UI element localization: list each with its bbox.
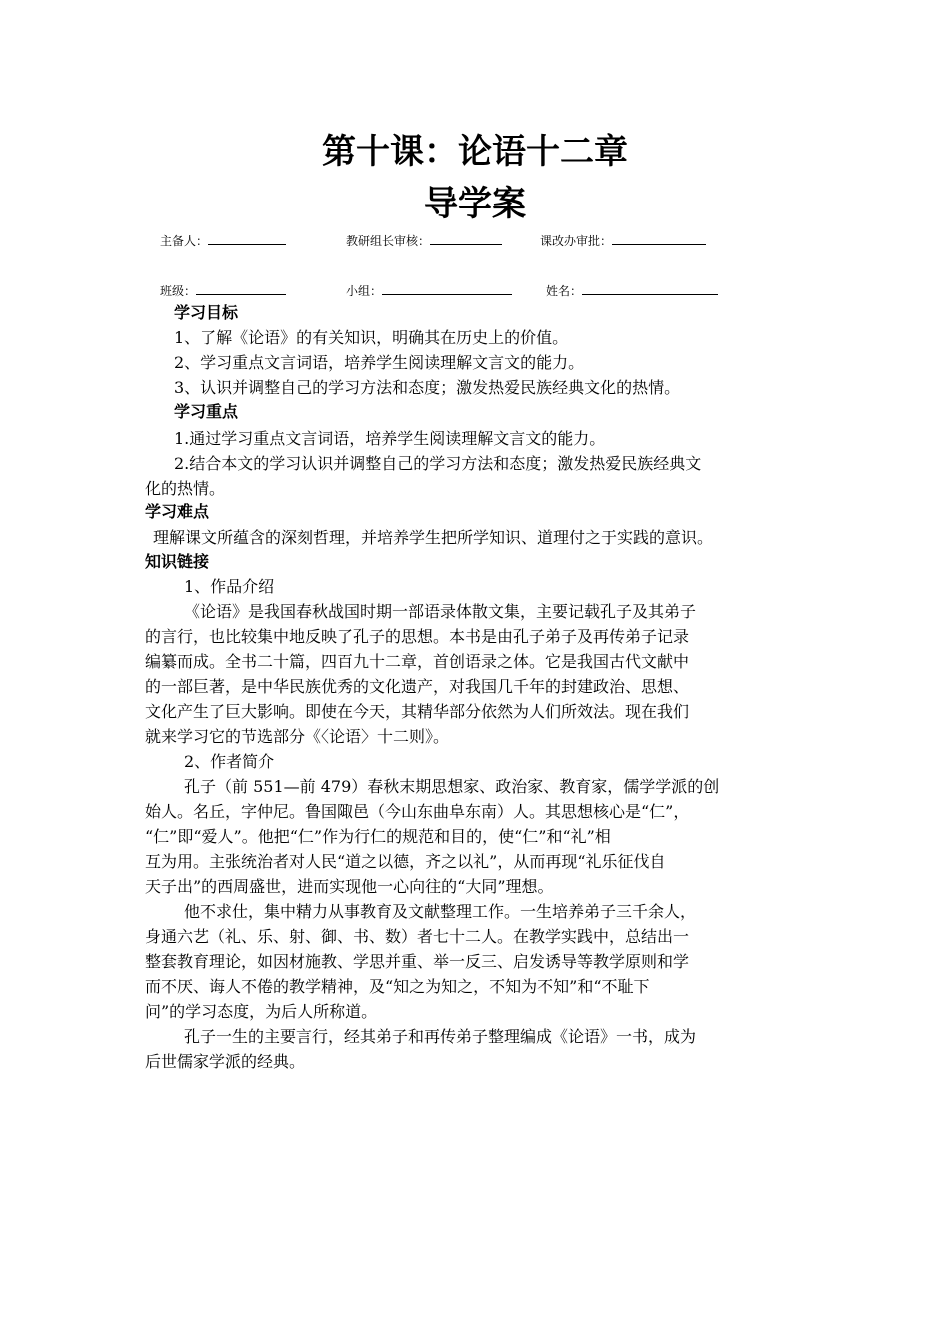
key-point-item: 2.结合本文的学习认识并调整自己的学习方法和态度；激发热爱民族经典文 [174,454,702,473]
work-intro-line: 《论语》是我国春秋战国时期一部语录体散文集，主要记载孔子及其弟子 [184,602,697,621]
author-intro-line: 问”的学习态度，为后人所称道。 [145,1002,378,1021]
class-blank [196,281,286,295]
author-intro-line: 天子出”的西周盛世，进而实现他一心向往的“大同”理想。 [145,877,554,896]
preparer-label: 主备人： [160,234,209,248]
reviewer-blank [430,231,502,245]
work-intro-line: 的一部巨著，是中华民族优秀的文化遗产，对我国几千年的封建政治、思想、 [145,677,690,696]
goals-heading: 学习目标 [174,303,239,322]
goal-item: 1、了解《论语》的有关知识，明确其在历史上的价值。 [174,328,569,347]
work-intro-line: 文化产生了巨大影响。即使在今天，其精华部分依然为人们所效法。现在我们 [145,702,690,721]
work-intro-line: 的言行，也比较集中地反映了孔子的思想。本书是由孔子弟子及再传弟子记录 [145,627,690,646]
author-intro-line: 孔子（前 551—前 479）春秋末期思想家、政治家、教育家，儒学学派的创 [184,777,720,796]
preparer-blank [208,231,286,245]
author-intro-line: 而不厌、诲人不倦的教学精神，及“知之为知之，不知为不知”和“不耻下 [145,977,650,996]
work-intro-line: 就来学习它的节选部分《〈论语〉十二则》。 [145,727,450,746]
author-intro-line: 后世儒家学派的经典。 [145,1052,306,1071]
goal-item: 2、学习重点文言词语，培养学生阅读理解文言文的能力。 [174,353,585,372]
name-blank [582,281,718,295]
difficulty-text: 理解课文所蕴含的深刻哲理，并培养学生把所学知识、道理付之于实践的意识。 [153,528,714,547]
reviewer-field [346,231,502,249]
document-subtitle: 导学案 [424,184,526,224]
work-intro-heading: 1、作品介绍 [184,577,275,596]
knowledge-heading: 知识链接 [145,552,210,571]
group-label: 小组： [346,284,383,298]
class-label: 班级： [160,284,197,298]
goal-item: 3、认识并调整自己的学习方法和态度；激发热爱民族经典文化的热情。 [174,378,681,397]
author-intro-line: 孔子一生的主要言行，经其弟子和再传弟子整理编成《论语》一书，成为 [184,1027,697,1046]
preparer-field [160,231,286,249]
work-intro-line: 编纂而成。全书二十篇，四百九十二章，首创语录之体。它是我国古代文献中 [145,652,690,671]
key-point-item-continued: 化的热情。 [145,479,226,498]
key-point-item: 1.通过学习重点文言词语，培养学生阅读理解文言文的能力。 [174,429,606,448]
author-intro-line: “仁”即“爱人”。他把“仁”作为行仁的规范和目的，使“仁”和“礼”相 [145,827,611,846]
author-intro-line: 他不求仕，集中精力从事教育及文献整理工作。一生培养弟子三千余人， [184,902,697,921]
author-intro-line: 身通六艺（礼、乐、射、御、书、数）者七十二人。在教学实践中，总结出一 [145,927,690,946]
author-intro-line: 始人。名丘，字仲尼。鲁国陬邑（今山东曲阜东南）人。其思想核心是“仁”， [145,802,690,821]
approver-label: 课改办审批： [540,234,613,248]
class-field [160,281,286,299]
group-field [346,281,512,299]
author-intro-line: 互为用。主张统治者对人民“道之以德，齐之以礼”，从而再现“礼乐征伐自 [145,852,666,871]
group-blank [382,281,512,295]
document-title: 第十课：论语十二章 [322,132,628,172]
approver-field [540,231,706,249]
approver-blank [612,231,706,245]
author-intro-heading: 2、作者简介 [184,752,275,771]
name-field [546,281,718,299]
author-intro-line: 整套教育理论，如因材施教、学思并重、举一反三、启发诱导等教学原则和学 [145,952,690,971]
key-points-heading: 学习重点 [174,402,239,421]
name-label: 姓名： [546,284,583,298]
difficulty-heading: 学习难点 [145,502,210,521]
reviewer-label: 教研组长审核： [346,234,431,248]
